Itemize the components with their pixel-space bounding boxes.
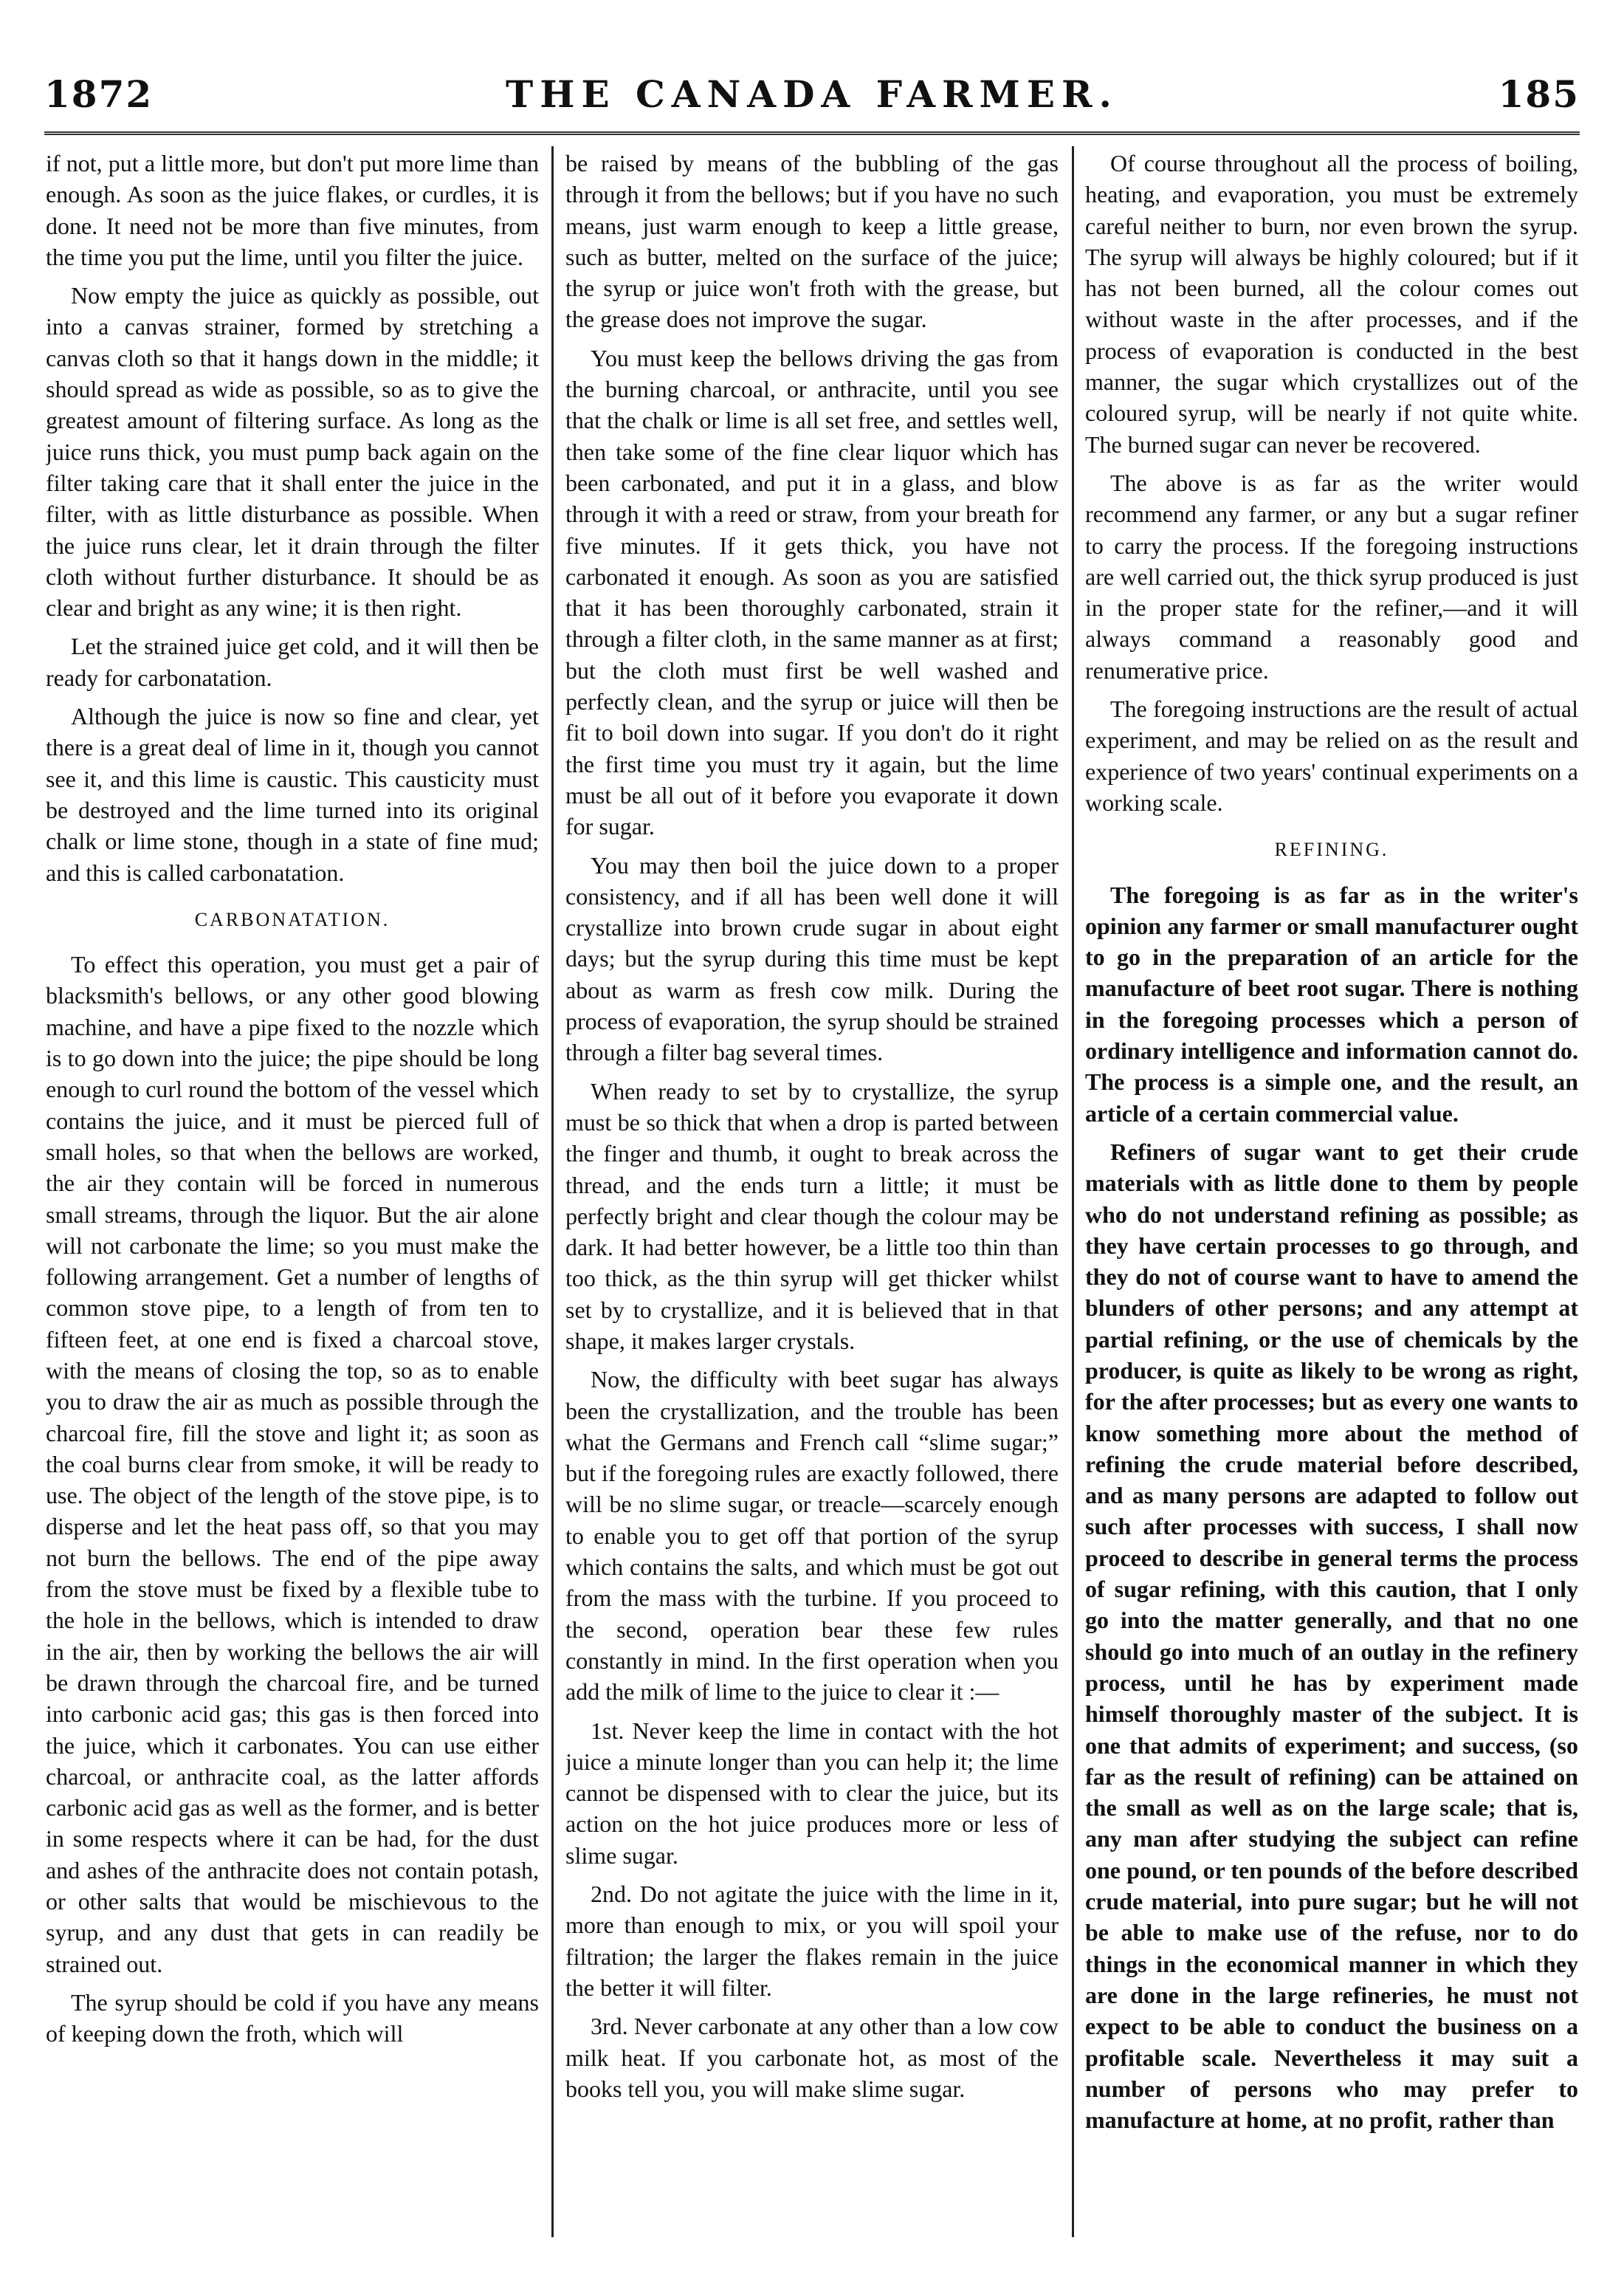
issue-year: 1872: [44, 72, 154, 116]
publication-title: THE CANADA FARMER.: [506, 72, 1118, 116]
rule-item-3: 3rd. Never carbonate at any other than a low cow milk heat. If you carbonate hot, as most of the books tell you, you will make slime sugar.: [565, 2013, 1059, 2102]
paragraph: When ready to set by to crystallize, the syrup must be so thick that when a drop is parted between the finger and thumb, it ought to break across the thread, and the ends turn a little; it must be perfectly bright and clear though the colour may be dark. It had better however, be a little too thin than too thick, as the thin syrup will get thicker whilst set by to crystallize, and it is believed that in that shape, it makes larger crystals.: [565, 1077, 1059, 1354]
paragraph: Now, the difficulty with beet sugar has always been the crystallization, and the trouble has been what the Germans and French call “slime sugar;” but if the foregoing rules are exactly followed, there will be no slime sugar, or treacle—scarcely enough to enable you to get off that portion of the syrup which contains the salts, and which must be got out from the mass with the turbine. If you proceed to the second, operation bear these few rules constantly in mind. In the first operation when you add the milk of lime to the juice to clear it :—: [565, 1366, 1059, 1706]
section-heading-refining: REFINING.: [1274, 839, 1389, 861]
paragraph: be raised by means of the bubbling of the gas through it from the bellows; but if you have no such means, just warm enough to keep a little grease, such as butter, melted on the surface of the juice; the syrup or juice won't froth with the grease, but the grease does not improve the sugar.: [565, 150, 1059, 333]
column-divider-2: [1072, 146, 1074, 2237]
column-divider-1: [551, 146, 554, 2237]
paragraph: To effect this operation, you must get a pair of blacksmith's bellows, or any other good blowing machine, and have a pipe fixed to the nozzle which is to go down into the juice; the pipe should be long enough to curl round the bottom of the vessel which contains the juice, and it must be pierced full of small holes, so that when the bellows are worked, the air they contain will be forced in numerous small streams, through the liquor. But the air alone will not carbonate the lime; so you must make the following arrangement. Get a number of lengths of common stove pipe, to a length of from ten to fifteen feet, at one end is fixed a charcoal stove, with the means of closing the top, so as to enable you to draw the air as much as possible through the charcoal fire, fill the stove and light it; as soon as the coal burns clear from smoke, it will be ready to use. The object of the length of the stove pipe, is to disperse and let the heat pass off, so that you may not burn the bellows. The end of the pipe away from the stove must be fixed by a flexible tube to the hole in the bellows, which is intended to draw in the air, then by working the bellows the air will be drawn through the charcoal fire, and be turned into carbonic acid gas; this gas is then forced into the juice, which it carbonates. You can use either charcoal, or anthracite coal, as the latter affords carbonic acid gas as well as the former, and is better in some respects where it can be had, for the dust and ashes of the anthracite does not contain potash, or other salts that would be mischievous to the syrup, and any dust that gets in can readily be strained out.: [46, 951, 539, 1977]
paragraph: The above is as far as the writer would recommend any farmer, or any but a sugar refiner to carry the process. If the foregoing instructions are well carried out, the thick syrup produced is just in the proper state for the refiner,—and it will always command a reasonably good and renumerative price.: [1085, 469, 1578, 684]
section-heading-carbonatation: CARBONATATION.: [194, 908, 390, 930]
page-header: [44, 72, 1580, 131]
paragraph: Let the strained juice get cold, and it will then be ready for carbonatation.: [46, 633, 539, 691]
paragraph: You may then boil the juice down to a proper consistency, and if all has been well done it will crystallize into brown crude sugar in about eight days; but the syrup during this time must be kept about as warm as fresh cow milk. During the process of evaporation, the syrup should be strained through a filter bag several times.: [565, 851, 1059, 1066]
paragraph: Although the juice is now so fine and clear, yet there is a great deal of lime in it, though you cannot see it, and this lime is caustic. This causticity must be destroyed and the lime turned into its original chalk or lime stone, though in a state of fine mud; and this is called carbonatation.: [46, 703, 539, 886]
paragraph: You must keep the bellows driving the gas from the burning charcoal, or anthracite, until you see that the chalk or lime is all set free, and settles well, then take some of the fine clear liquor which has been carbonated, and put it in a glass, and blow through it with a reed or straw, from your breath for five minutes. If it gets thick, you have not carbonated it enough. As soon as you are satisfied that it has been thoroughly carbonated, strain it through a filter cloth, in the same manner as at first; but the cloth must first be well washed and perfectly clean, and the syrup or juice will then be fit to boil down into sugar. If you don't do it right the first time you must try it again, but the lime must be all out of it before you evaporate it down for sugar.: [565, 344, 1059, 840]
column-2: [565, 148, 1059, 2250]
paragraph: The foregoing instructions are the result of actual experiment, and may be relied on as the result and experience of two years' continual experiments on a working scale.: [1085, 696, 1578, 816]
page-number: 185: [1498, 72, 1580, 116]
column-1: [46, 148, 539, 2250]
paragraph: if not, put a little more, but don't put more lime than enough. As soon as the juice flakes, or curdles, it is done. It need not be more than five minutes, from the time you put the lime, until you filter the juice.: [46, 150, 539, 270]
paragraph: The syrup should be cold if you have any means of keeping down the froth, which will: [46, 1988, 539, 2047]
rule-item-2: 2nd. Do not agitate the juice with the lime in it, more than enough to mix, or you will spoil your filtration; the larger the flakes remain in the juice the better it will filter.: [565, 1881, 1059, 2001]
column-3: [1085, 148, 1578, 2250]
paragraph: Refiners of sugar want to get their crude materials with as little done to them by people who do not understand refining as possible; as they have certain processes to go through, and they do not of course want to have to amend the blunders of other persons; and any attempt at partial refining, or the use of chemicals by the producer, is quite as likely to be wrong as right, for the after processes; but as every one wants to know something more about the method of refining the crude material before described, and as many persons are adapted to follow out such after processes with success, I shall now proceed to describe in general terms the process of sugar refining, with this caution, that I only go into the matter generally, and that no one should go into much of an outlay in the refinery process, until he has by experiment made himself thoroughly master of the subject. It is one that admits of experiment; and success, (so far as the result of refining) can be attained on the small as well as on the large scale; that is, any man after studying the subject can refine one pound, or ten pounds of the before described crude material, into pure sugar; but he will not be able to make use of the refuse, nor to do things in the economical manner in which they are done in the large refineries, he must not expect to be able to conduct the business on a profitable scale. Nevertheless it may suit a number of persons who may prefer to manufacture at home, at no profit, rather than: [1085, 1138, 1578, 2134]
paragraph: The foregoing is as far as in the writer's opinion any farmer or small manufacturer ought to go in the preparation of an article for the manufacture of beet root sugar. There is nothing in the foregoing processes which a person of ordinary intelligence and information cannot do. The process is a simple one, and the result, an article of a certain commercial value.: [1085, 881, 1578, 1127]
rule-item-1: 1st. Never keep the lime in contact with the hot juice a minute longer than you can help it; the lime cannot be dispensed with to clear the juice, but its action on the hot juice produces more or less of slime sugar.: [565, 1717, 1059, 1869]
header-rule: [44, 131, 1580, 135]
paragraph: Of course throughout all the process of boiling, heating, and evaporation, you must be extremely careful neither to burn, nor even brown the syrup. The syrup will always be highly coloured; but if it has not been burned, all the colour comes out without waste in the after processes, and if the process of evaporation is conducted in the best manner, the sugar which crystallizes out of the coloured syrup, will be nearly if not quite white. The burned sugar can never be recovered.: [1085, 150, 1578, 458]
paragraph: Now empty the juice as quickly as possible, out into a canvas strainer, formed by stretching a canvas cloth so that it hangs down in the middle; it should spread as wide as possible, so as to give the greatest amount of filtering surface. As long as the juice runs thick, you must pump back again on the filter taking care that it shall enter the juice in the filter, with as little disturbance as possible. When the juice runs clear, let it drain through the filter cloth without further disturbance. It should be as clear and bright as any wine; it is then right.: [46, 282, 539, 622]
